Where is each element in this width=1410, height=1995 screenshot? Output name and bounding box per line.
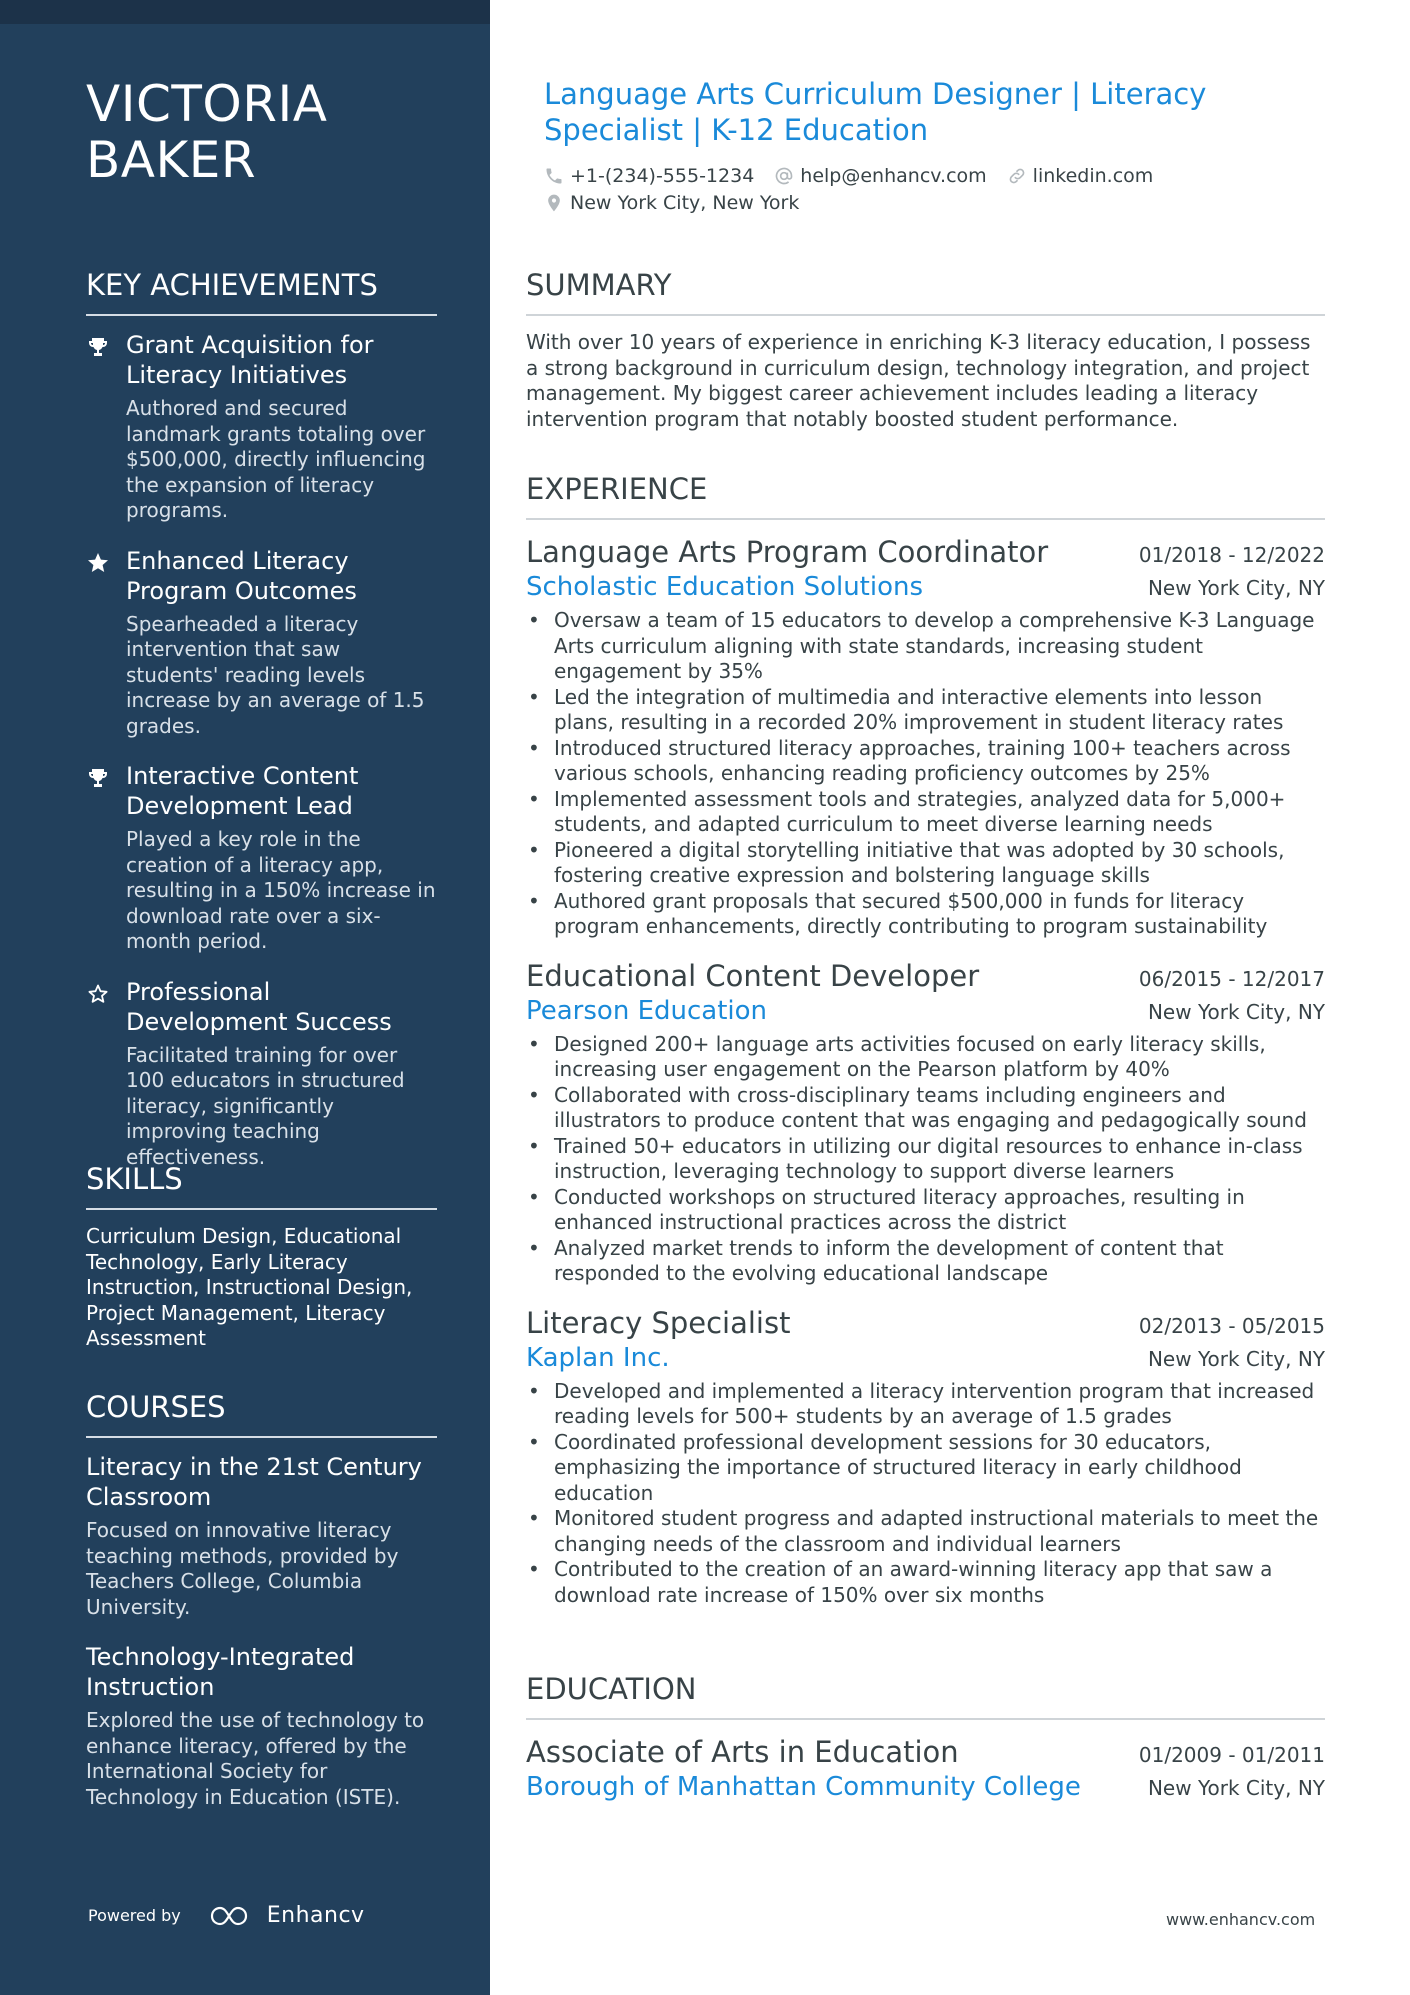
course-item — [86, 1642, 437, 1810]
powered-by — [88, 1903, 365, 1928]
job-dates: 02/2013 - 05/2015 — [1138, 1313, 1325, 1338]
bullet-item: • Authored grant proposals that secured $500,000 in funds for literacy program enhancements, directly contributing to program sustainability — [526, 889, 1325, 940]
summary-heading: SUMMARY — [526, 266, 1325, 316]
job-bullets — [526, 1379, 1325, 1609]
education-dates: 01/2009 - 01/2011 — [1138, 1743, 1325, 1767]
trophy-icon — [86, 335, 110, 359]
course-description: Explored the use of technology to enhance literacy, offered by the International Society for Technology in Education (ISTE). — [86, 1708, 425, 1809]
skills-heading: SKILLS — [86, 1160, 437, 1210]
main-content — [490, 0, 1410, 1995]
brand-name: Enhancv — [266, 1903, 365, 1928]
sidebar-top-bar — [0, 0, 490, 24]
brand-logo[interactable] — [209, 1903, 365, 1928]
course-title: Technology-Integrated Instruction — [86, 1643, 355, 1701]
achievement-item — [86, 761, 437, 955]
job-company: Pearson Education — [526, 995, 768, 1026]
bullet-item: • Contributed to the creation of an award-winning literacy app that saw a download rate increase of 150% over six months — [526, 1557, 1325, 1608]
phone-text: +1-(234)-555-1234 — [570, 165, 755, 187]
linkedin-text: linkedin.com — [1032, 165, 1154, 187]
summary-section — [526, 266, 1325, 432]
job-location: New York City, NY — [1147, 999, 1325, 1024]
achievement-description: Spearheaded a literacy intervention that saw students' reading levels increase by an average of 1.5 grades. — [126, 611, 425, 738]
degree-title: Associate of Arts in Education — [526, 1735, 959, 1769]
skills-section — [86, 1160, 437, 1352]
job-bullets — [526, 1032, 1325, 1287]
courses-section — [86, 1388, 437, 1832]
headline: Language Arts Curriculum Designer | Literacy Specialist | K-12 Education — [544, 77, 1207, 147]
courses-heading: COURSES — [86, 1388, 437, 1438]
bullet-item: • Led the integration of multimedia and interactive elements into lesson plans, resulting in a recorded 20% improvement in student literacy rates — [526, 685, 1325, 736]
experience-section — [526, 470, 1325, 1626]
key-achievements-heading: KEY ACHIEVEMENTS — [86, 266, 437, 316]
experience-heading: EXPERIENCE — [526, 470, 1325, 520]
experience-item — [526, 1305, 1325, 1609]
key-achievements-section — [86, 266, 437, 1192]
job-bullets — [526, 608, 1325, 940]
job-title: Educational Content Developer — [526, 958, 980, 993]
candidate-name: VICTORIA BAKER — [86, 75, 328, 189]
trophy-icon — [86, 766, 110, 790]
job-title: Language Arts Program Coordinator — [526, 535, 1049, 569]
bullet-item: • Collaborated with cross-disciplinary teams including engineers and illustrators to produce content that was engaging and pedagogically sound — [526, 1083, 1325, 1134]
bullet-item: • Oversaw a team of 15 educators to develop a comprehensive K-3 Language Arts curriculum aligning with state standards, increasing student engagement by 35% — [526, 608, 1325, 685]
bullet-item: • Coordinated professional development sessions for 30 educators, emphasizing the importance of structured literacy in early childhood education — [526, 1430, 1325, 1507]
bullet-item: • Monitored student progress and adapted instructional materials to meet the changing needs of the classroom and individual learners — [526, 1506, 1325, 1557]
bullet-item: • Introduced structured literacy approaches, training 100+ teachers across various schools, enhancing reading proficiency outcomes by 25% — [526, 736, 1325, 787]
school-name: Borough of Manhattan Community College — [526, 1772, 1081, 1802]
achievement-title: Interactive Content Development Lead — [126, 762, 359, 820]
contact-row — [544, 164, 1173, 188]
star-filled-icon — [86, 551, 110, 575]
job-company: Kaplan Inc. — [526, 1342, 670, 1373]
enhancv-logo-icon — [209, 1904, 255, 1928]
education-section — [526, 1670, 1325, 1804]
link-icon — [1007, 166, 1027, 186]
job-dates: 01/2018 - 12/2022 — [1138, 543, 1325, 567]
achievement-title: Grant Acquisition for Literacy Initiatives — [126, 331, 374, 389]
phone-contact[interactable] — [544, 164, 754, 188]
linkedin-contact[interactable] — [1007, 164, 1154, 188]
bullet-item: • Pioneered a digital storytelling initiative that was adopted by 30 schools, fostering creative expression and bolstering language skills — [526, 838, 1325, 889]
phone-icon — [544, 166, 564, 186]
skills-list: Curriculum Design, Educational Technology, Early Literacy Instruction, Instructional Design, Project Management, Literacy Assessment — [86, 1224, 413, 1350]
at-icon — [774, 166, 794, 186]
bullet-item: • Conducted workshops on structured literacy approaches, resulting in enhanced instructional practices across the district — [526, 1185, 1325, 1236]
achievement-item — [86, 546, 437, 740]
email-text: help@enhancv.com — [800, 165, 987, 187]
job-dates: 06/2015 - 12/2017 — [1138, 966, 1325, 991]
experience-item — [526, 534, 1325, 940]
job-company: Scholastic Education Solutions — [526, 572, 924, 602]
location-row — [544, 191, 819, 215]
bullet-item: • Trained 50+ educators in utilizing our digital resources to enhance in-class instruction, leveraging technology to support diverse learners — [526, 1134, 1325, 1185]
email-contact[interactable] — [774, 164, 986, 188]
star-outline-icon — [86, 982, 110, 1006]
course-title: Literacy in the 21st Century Classroom — [86, 1453, 422, 1511]
bullet-item: • Implemented assessment tools and strategies, analyzed data for 5,000+ students, and adapted curriculum to meet diverse learning needs — [526, 787, 1325, 838]
achievement-description: Facilitated training for over 100 educators in structured literacy, significantly improving teaching effectiveness. — [126, 1042, 405, 1169]
achievement-description: Authored and secured landmark grants totaling over $500,000, directly influencing the expansion of literacy programs. — [126, 396, 426, 522]
location-pin-icon — [544, 193, 564, 213]
bullet-item: • Designed 200+ language arts activities focused on early literacy skills, increasing user engagement on the Pearson platform by 40% — [526, 1032, 1325, 1083]
course-item — [86, 1452, 437, 1620]
bullet-item: • Analyzed market trends to inform the development of content that responded to the evolving educational landscape — [526, 1236, 1325, 1287]
powered-by-label: Powered by — [88, 1906, 181, 1925]
achievement-title: Professional Development Success — [126, 977, 392, 1036]
education-heading: EDUCATION — [526, 1670, 1325, 1720]
achievement-title: Enhanced Literacy Program Outcomes — [126, 546, 357, 605]
location-contact — [544, 191, 799, 215]
course-description: Focused on innovative literacy teaching methods, provided by Teachers College, Columbia University. — [86, 1518, 399, 1619]
experience-item — [526, 958, 1325, 1287]
education-location: New York City, NY — [1147, 1776, 1325, 1800]
achievement-item — [86, 977, 437, 1171]
job-title: Literacy Specialist — [526, 1305, 791, 1340]
achievement-description: Played a key role in the creation of a literacy app, resulting in a 150% increase in download rate over a six-month period. — [126, 827, 436, 953]
achievement-item — [86, 330, 437, 524]
job-location: New York City, NY — [1147, 1346, 1325, 1371]
sidebar — [0, 0, 490, 1995]
bullet-item: • Developed and implemented a literacy intervention program that increased reading levels for 500+ students by an average of 1.5 grades — [526, 1379, 1325, 1430]
location-text: New York City, New York — [570, 192, 800, 214]
summary-text: With over 10 years of experience in enriching K-3 literacy education, I possess a strong background in curriculum design, technology integration, and project management. My biggest career achievement includes leading a literacy intervention program that notably boosted student performance. — [526, 330, 1311, 431]
footer-url[interactable]: www.enhancv.com — [1166, 1910, 1316, 1929]
job-location: New York City, NY — [1147, 576, 1325, 600]
